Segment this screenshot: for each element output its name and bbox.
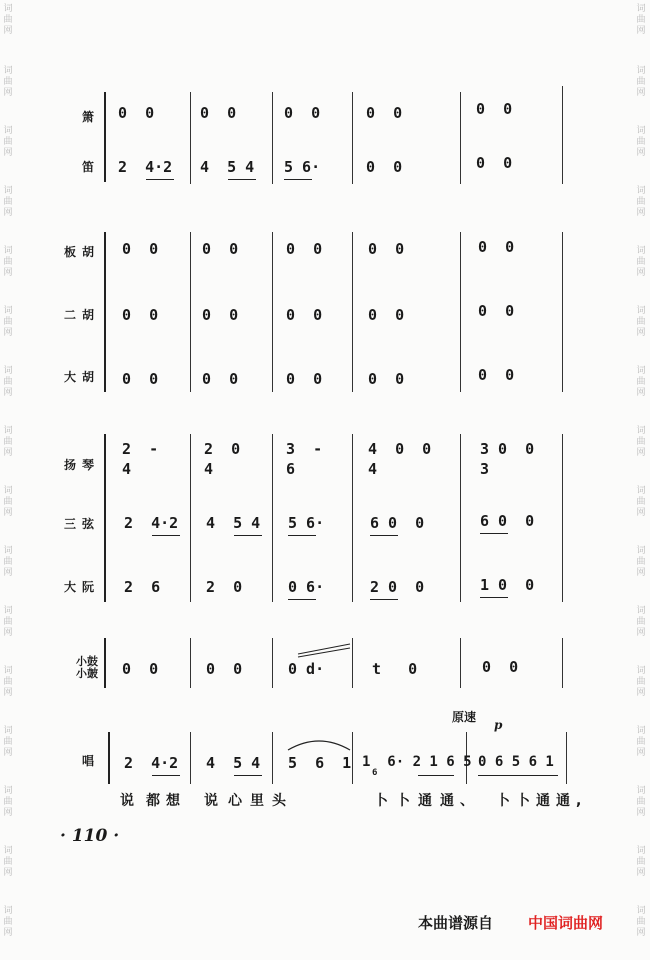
notes-yangqin-m3: 3 - xyxy=(286,440,323,458)
notes-dahu-m1: 0 0 xyxy=(122,370,159,388)
notes-xiao-m5: 0 0 xyxy=(476,100,513,118)
notes-daruan-m3: 0 6· xyxy=(288,578,325,596)
notes-voice-m4: 1 6· 2 1 6 5 xyxy=(362,754,472,770)
underline xyxy=(284,179,312,180)
notes-erhu-m2: 0 0 xyxy=(202,306,239,324)
notes-di-m1: 2 4·2 xyxy=(118,158,173,176)
barline xyxy=(190,638,191,688)
lyric: 头 xyxy=(272,793,292,809)
barline xyxy=(562,434,563,602)
notes-dahu-m2: 0 0 xyxy=(202,370,239,388)
notes-di-m3: 5 6· xyxy=(284,158,321,176)
lyric: 心 xyxy=(228,793,248,809)
barline xyxy=(460,434,461,602)
watermark: 词 曲 网 xyxy=(636,66,646,98)
instrument-label-di: 笛 xyxy=(81,160,100,174)
lyric: 卜 xyxy=(396,793,416,809)
barline xyxy=(460,638,461,688)
notes-daruan-m1: 2 6 xyxy=(124,578,161,596)
bracket-bowed xyxy=(104,232,106,392)
watermark: 词 曲 网 xyxy=(3,906,13,938)
notes-voice-m3: 5 6 1 xyxy=(288,754,352,772)
instrument-label-dahu: 大胡 xyxy=(63,370,100,384)
notes-banhu-m5: 0 0 xyxy=(478,238,515,256)
barline xyxy=(566,732,567,784)
watermark: 词 曲 网 xyxy=(3,66,13,98)
barline xyxy=(190,232,191,392)
watermark: 词 曲 网 xyxy=(3,726,13,758)
watermark: 词 曲 网 xyxy=(636,666,646,698)
watermark: 词 曲 网 xyxy=(636,846,646,878)
notes-dahu-m5: 0 0 xyxy=(478,366,515,384)
bracket-winds xyxy=(104,92,106,182)
page-number: · 110 · xyxy=(60,826,120,846)
barline xyxy=(272,732,273,784)
watermark: 词 曲 网 xyxy=(3,186,13,218)
notes-dahu-m3: 0 0 xyxy=(286,370,323,388)
tempo-mark: 原速 xyxy=(452,710,477,724)
instrument-label-xiao: 箫 xyxy=(81,110,100,124)
watermark: 词 曲 网 xyxy=(636,246,646,278)
notes-erhu-m4: 0 0 xyxy=(368,306,405,324)
bracket-plucked xyxy=(104,434,106,602)
barline xyxy=(352,434,353,602)
underline xyxy=(288,535,316,536)
lyric: 通 xyxy=(536,793,556,809)
lyric: 通、 xyxy=(440,793,480,809)
notes-sanxian-m4: 6 0 0 xyxy=(370,514,425,532)
barline xyxy=(562,638,563,688)
notes-voice-m2: 4 5 4 xyxy=(206,754,261,772)
instrument-label-voice: 唱 xyxy=(81,754,100,768)
notes-di-m2: 4 5 4 xyxy=(200,158,255,176)
barline xyxy=(190,732,191,784)
instrument-label-sanxian: 三弦 xyxy=(63,517,100,531)
watermark: 词 曲 网 xyxy=(3,306,13,338)
underline xyxy=(418,775,454,776)
watermark: 词 曲 网 xyxy=(636,606,646,638)
notes-drums-m1: 0 0 xyxy=(122,660,159,678)
notes-drums-m4: t 0 xyxy=(372,660,418,678)
bracket-voice xyxy=(108,732,110,784)
notes-sanxian-m2: 4 5 4 xyxy=(206,514,261,532)
notes-banhu-m4: 0 0 xyxy=(368,240,405,258)
underline xyxy=(480,533,508,534)
watermark: 词 曲 网 xyxy=(3,126,13,158)
watermark: 词 曲 网 xyxy=(636,4,646,36)
lyric: 卜 xyxy=(496,793,516,809)
watermark: 词 曲 网 xyxy=(3,246,13,278)
barline xyxy=(352,732,353,784)
barline xyxy=(562,86,563,184)
notes-sanxian-m5: 6 0 0 xyxy=(480,512,535,530)
barline xyxy=(272,232,273,392)
notes-drums-m5: 0 0 xyxy=(482,658,519,676)
notes-erhu-m3: 0 0 xyxy=(286,306,323,324)
barline xyxy=(352,232,353,392)
lyric: 里 xyxy=(250,793,270,809)
watermark: 词 曲 网 xyxy=(636,186,646,218)
watermark: 词 曲 网 xyxy=(636,366,646,398)
lyric: 想 xyxy=(166,793,186,809)
underline xyxy=(480,597,508,598)
notes-erhu-m5: 0 0 xyxy=(478,302,515,320)
watermark: 词 曲 网 xyxy=(3,4,13,36)
watermark: 词 曲 网 xyxy=(3,366,13,398)
lyric: 卜 xyxy=(374,793,394,809)
notes-xiao-m4: 0 0 xyxy=(366,104,403,122)
notes-voice-m4-prefix: 6 xyxy=(372,768,378,778)
barline xyxy=(272,638,273,688)
underline xyxy=(370,599,398,600)
watermark: 词 曲 网 xyxy=(3,606,13,638)
underline xyxy=(478,775,558,776)
lyric: 都 xyxy=(146,793,166,809)
footer-site: 中国词曲网 xyxy=(528,914,604,932)
notes-yangqin-m3-low: 6 xyxy=(286,460,296,478)
watermark: 词 曲 网 xyxy=(636,426,646,458)
notes-yangqin-m2: 2 0 xyxy=(204,440,241,458)
barline xyxy=(352,92,353,184)
underline xyxy=(152,775,180,776)
notes-di-m5: 0 0 xyxy=(476,154,513,172)
notes-yangqin-m4-low: 4 xyxy=(368,460,378,478)
lyric: 说 xyxy=(204,793,224,809)
lyric: 说 xyxy=(120,793,140,809)
lyric: 通, xyxy=(556,793,588,809)
notes-di-m4: 0 0 xyxy=(366,158,403,176)
instrument-label-banhu: 板胡 xyxy=(63,245,100,259)
notes-drums-m3: 0 d· xyxy=(288,660,325,678)
barline xyxy=(190,434,191,602)
notes-banhu-m2: 0 0 xyxy=(202,240,239,258)
barline xyxy=(352,638,353,688)
notes-daruan-m4: 2 0 0 xyxy=(370,578,425,596)
watermark: 词 曲 网 xyxy=(3,486,13,518)
notes-banhu-m3: 0 0 xyxy=(286,240,323,258)
notes-erhu-m1: 0 0 xyxy=(122,306,159,324)
underline xyxy=(146,179,174,180)
notes-yangqin-m2-low: 4 xyxy=(204,460,214,478)
underline xyxy=(234,535,262,536)
dynamic-mark: p xyxy=(494,718,503,732)
barline xyxy=(272,434,273,602)
watermark: 词 曲 网 xyxy=(3,666,13,698)
notes-yangqin-m5-low: 3 xyxy=(480,460,490,478)
barline xyxy=(272,92,273,184)
underline xyxy=(288,599,316,600)
barline xyxy=(190,92,191,184)
watermark: 词 曲 网 xyxy=(636,546,646,578)
notes-banhu-m1: 0 0 xyxy=(122,240,159,258)
instrument-label-erhu: 二胡 xyxy=(63,308,100,322)
watermark: 词 曲 网 xyxy=(636,306,646,338)
notes-dahu-m4: 0 0 xyxy=(368,370,405,388)
notes-xiao-m2: 0 0 xyxy=(200,104,237,122)
slur xyxy=(286,736,352,752)
notes-voice-m5: 0 6 5 6 1 xyxy=(478,754,554,770)
barline xyxy=(460,232,461,392)
watermark: 词 曲 网 xyxy=(3,546,13,578)
notes-yangqin-m5: 3 0 0 xyxy=(480,440,535,458)
watermark: 词 曲 网 xyxy=(636,906,646,938)
instrument-label-yangqin: 扬琴 xyxy=(63,458,100,472)
notes-daruan-m2: 2 0 xyxy=(206,578,243,596)
underline xyxy=(370,535,398,536)
tremolo-mark xyxy=(296,640,352,658)
notes-sanxian-m1: 2 4·2 xyxy=(124,514,179,532)
watermark: 词 曲 网 xyxy=(636,786,646,818)
notes-yangqin-m1-low: 4 xyxy=(122,460,132,478)
watermark: 词 曲 网 xyxy=(3,426,13,458)
instrument-label-drums: 小鼓 小皷 xyxy=(76,655,98,680)
notes-voice-m1: 2 4·2 xyxy=(124,754,179,772)
barline xyxy=(460,92,461,184)
watermark: 词 曲 网 xyxy=(636,126,646,158)
underline xyxy=(152,535,180,536)
watermark: 词 曲 网 xyxy=(636,726,646,758)
watermark: 词 曲 网 xyxy=(636,486,646,518)
watermark: 词 曲 网 xyxy=(3,846,13,878)
bracket-drums xyxy=(104,638,106,688)
underline xyxy=(234,775,262,776)
instrument-label-daruan: 大阮 xyxy=(63,580,100,594)
underline xyxy=(228,179,256,180)
barline xyxy=(562,232,563,392)
watermark: 词 曲 网 xyxy=(3,786,13,818)
notes-xiao-m1: 0 0 xyxy=(118,104,155,122)
notes-yangqin-m4: 4 0 0 xyxy=(368,440,432,458)
notes-sanxian-m3: 5 6· xyxy=(288,514,325,532)
notes-yangqin-m1: 2 - xyxy=(122,440,159,458)
lyric: 通 xyxy=(418,793,438,809)
notes-daruan-m5: 1 0 0 xyxy=(480,576,535,594)
footer-source: 本曲谱源自 xyxy=(418,914,494,932)
notes-xiao-m3: 0 0 xyxy=(284,104,321,122)
lyric: 卜 xyxy=(516,793,536,809)
notes-drums-m2: 0 0 xyxy=(206,660,243,678)
